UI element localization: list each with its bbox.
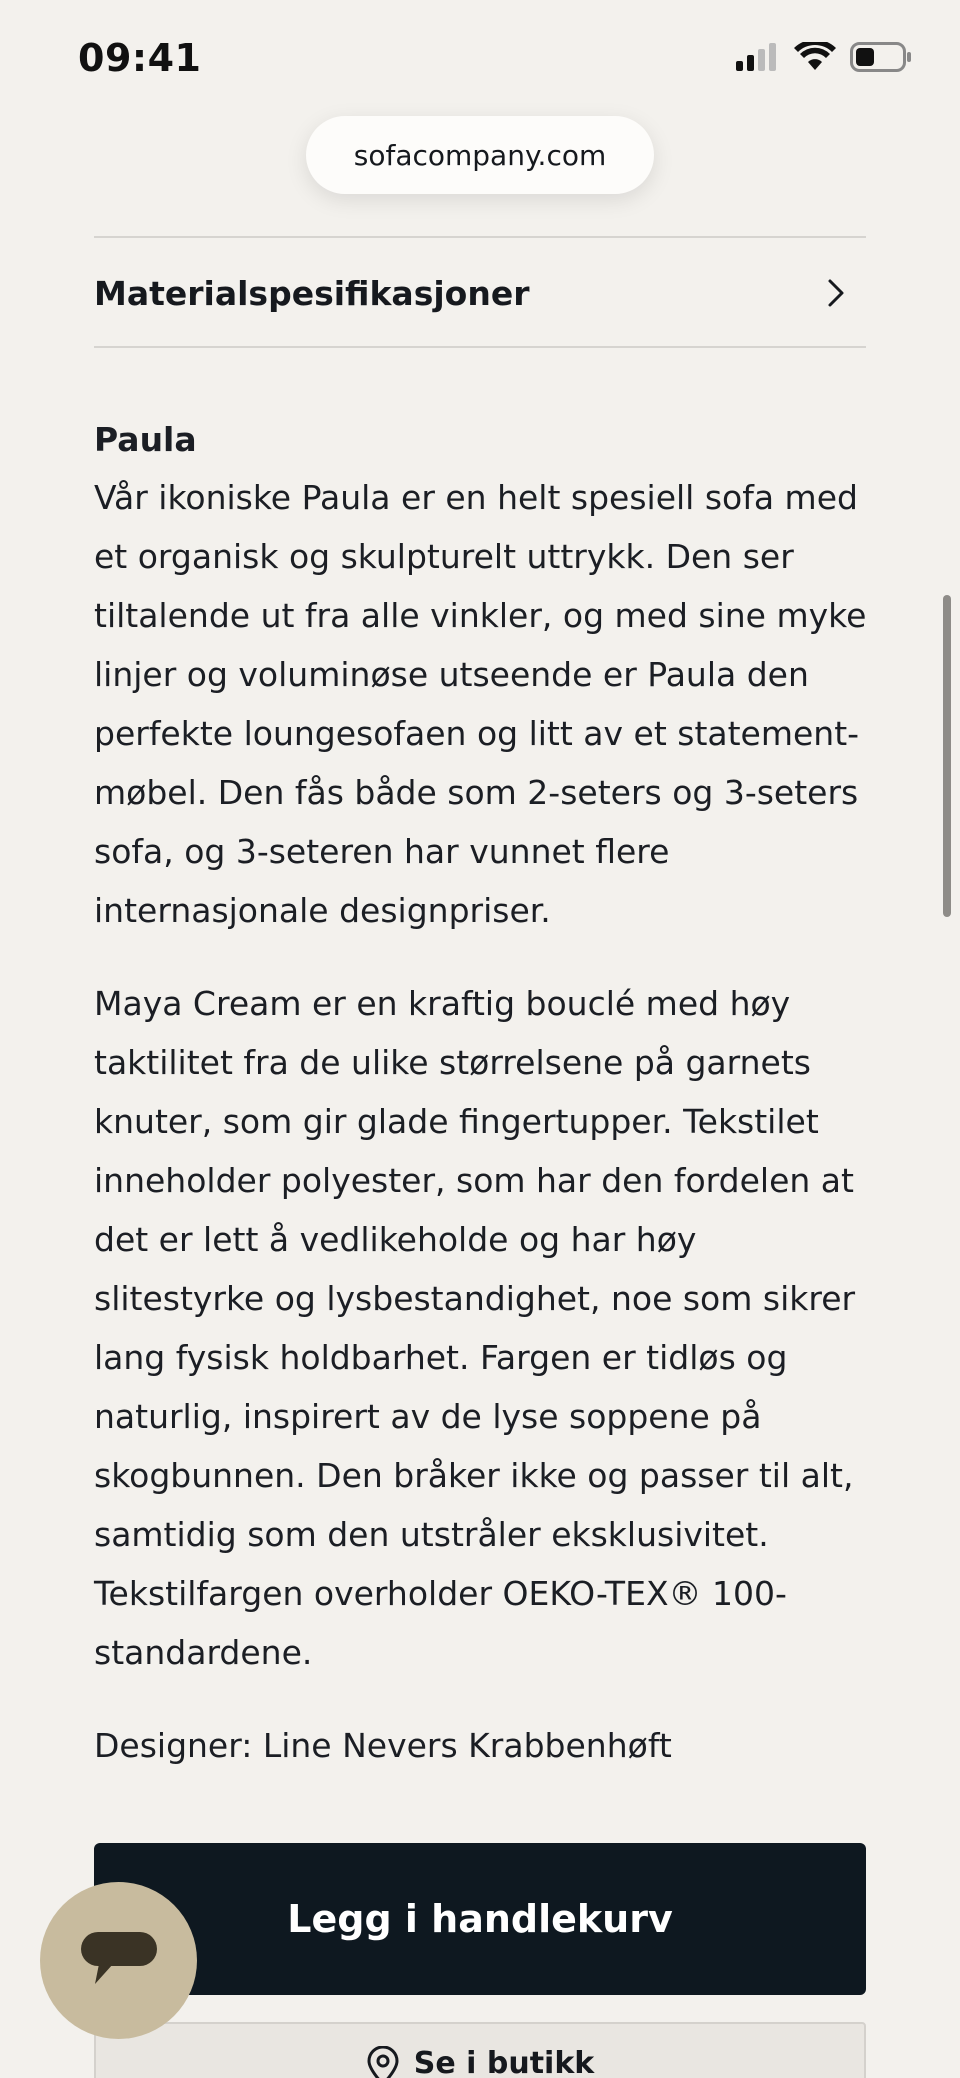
- accordion-title: Materialspesifikasjoner: [94, 273, 530, 313]
- scrollbar[interactable]: [943, 595, 951, 917]
- see-in-store-button[interactable]: [94, 2022, 866, 2078]
- description-paragraph: Maya Cream er en kraftig bouclé med høy taktilitet fra de ulike størrelsene på garnets knuter, som gir glade fingertupper. Tekstilet inneholder polyester, som har den fordelen at det er lett å vedlikeholde og har høy slitestyrke og lysbestandighet, noe som sikrer lang fysisk holdbarhet. Fargen er tidløs og naturlig, inspirert av de lyse soppene på skogbunnen. Den bråker ikke og passer til alt, samtidig som den utstråler eksklusivitet. Tekstilfargen overholder OEKO-TEX® 100-standardene.: [94, 984, 856, 1672]
- status-bar: [0, 0, 960, 110]
- battery-icon: [850, 42, 912, 72]
- add-to-cart-button[interactable]: [94, 1843, 866, 1995]
- product-name: Paula: [94, 420, 197, 459]
- url-text: sofacompany.com: [353, 138, 607, 172]
- chevron-right-icon: [820, 277, 852, 309]
- product-description: [94, 412, 874, 1775]
- see-in-store-label: Se i butikk: [413, 2046, 595, 2078]
- location-pin-icon: [366, 2046, 400, 2078]
- chat-button[interactable]: [40, 1882, 197, 2039]
- material-specs-accordion[interactable]: [94, 238, 866, 348]
- add-to-cart-label: Legg i handlekurv: [287, 1897, 673, 1941]
- description-paragraph: Vår ikoniske Paula er en helt spesiell sofa med et organisk og skulpturelt uttrykk. Den ser tiltalende ut fra alle vinkler, og med sine myke linjer og voluminøse utseende er Paula den perfekte loungesofaen og litt av et statement-møbel. Den fås både som 2-seters og 3-seters sofa, og 3-seteren har vunnet flere internasjonale designpriser.: [94, 478, 867, 930]
- status-time: 09:41: [78, 36, 202, 80]
- chat-bubble-icon: [79, 1928, 159, 1994]
- divider-bottom: [94, 346, 866, 348]
- designer-credit: Designer: Line Nevers Krabbenhøft: [94, 1726, 672, 1765]
- status-icons: [736, 42, 912, 72]
- wifi-icon: [794, 42, 836, 72]
- address-bar[interactable]: [306, 116, 654, 194]
- cellular-signal-icon: [736, 43, 780, 71]
